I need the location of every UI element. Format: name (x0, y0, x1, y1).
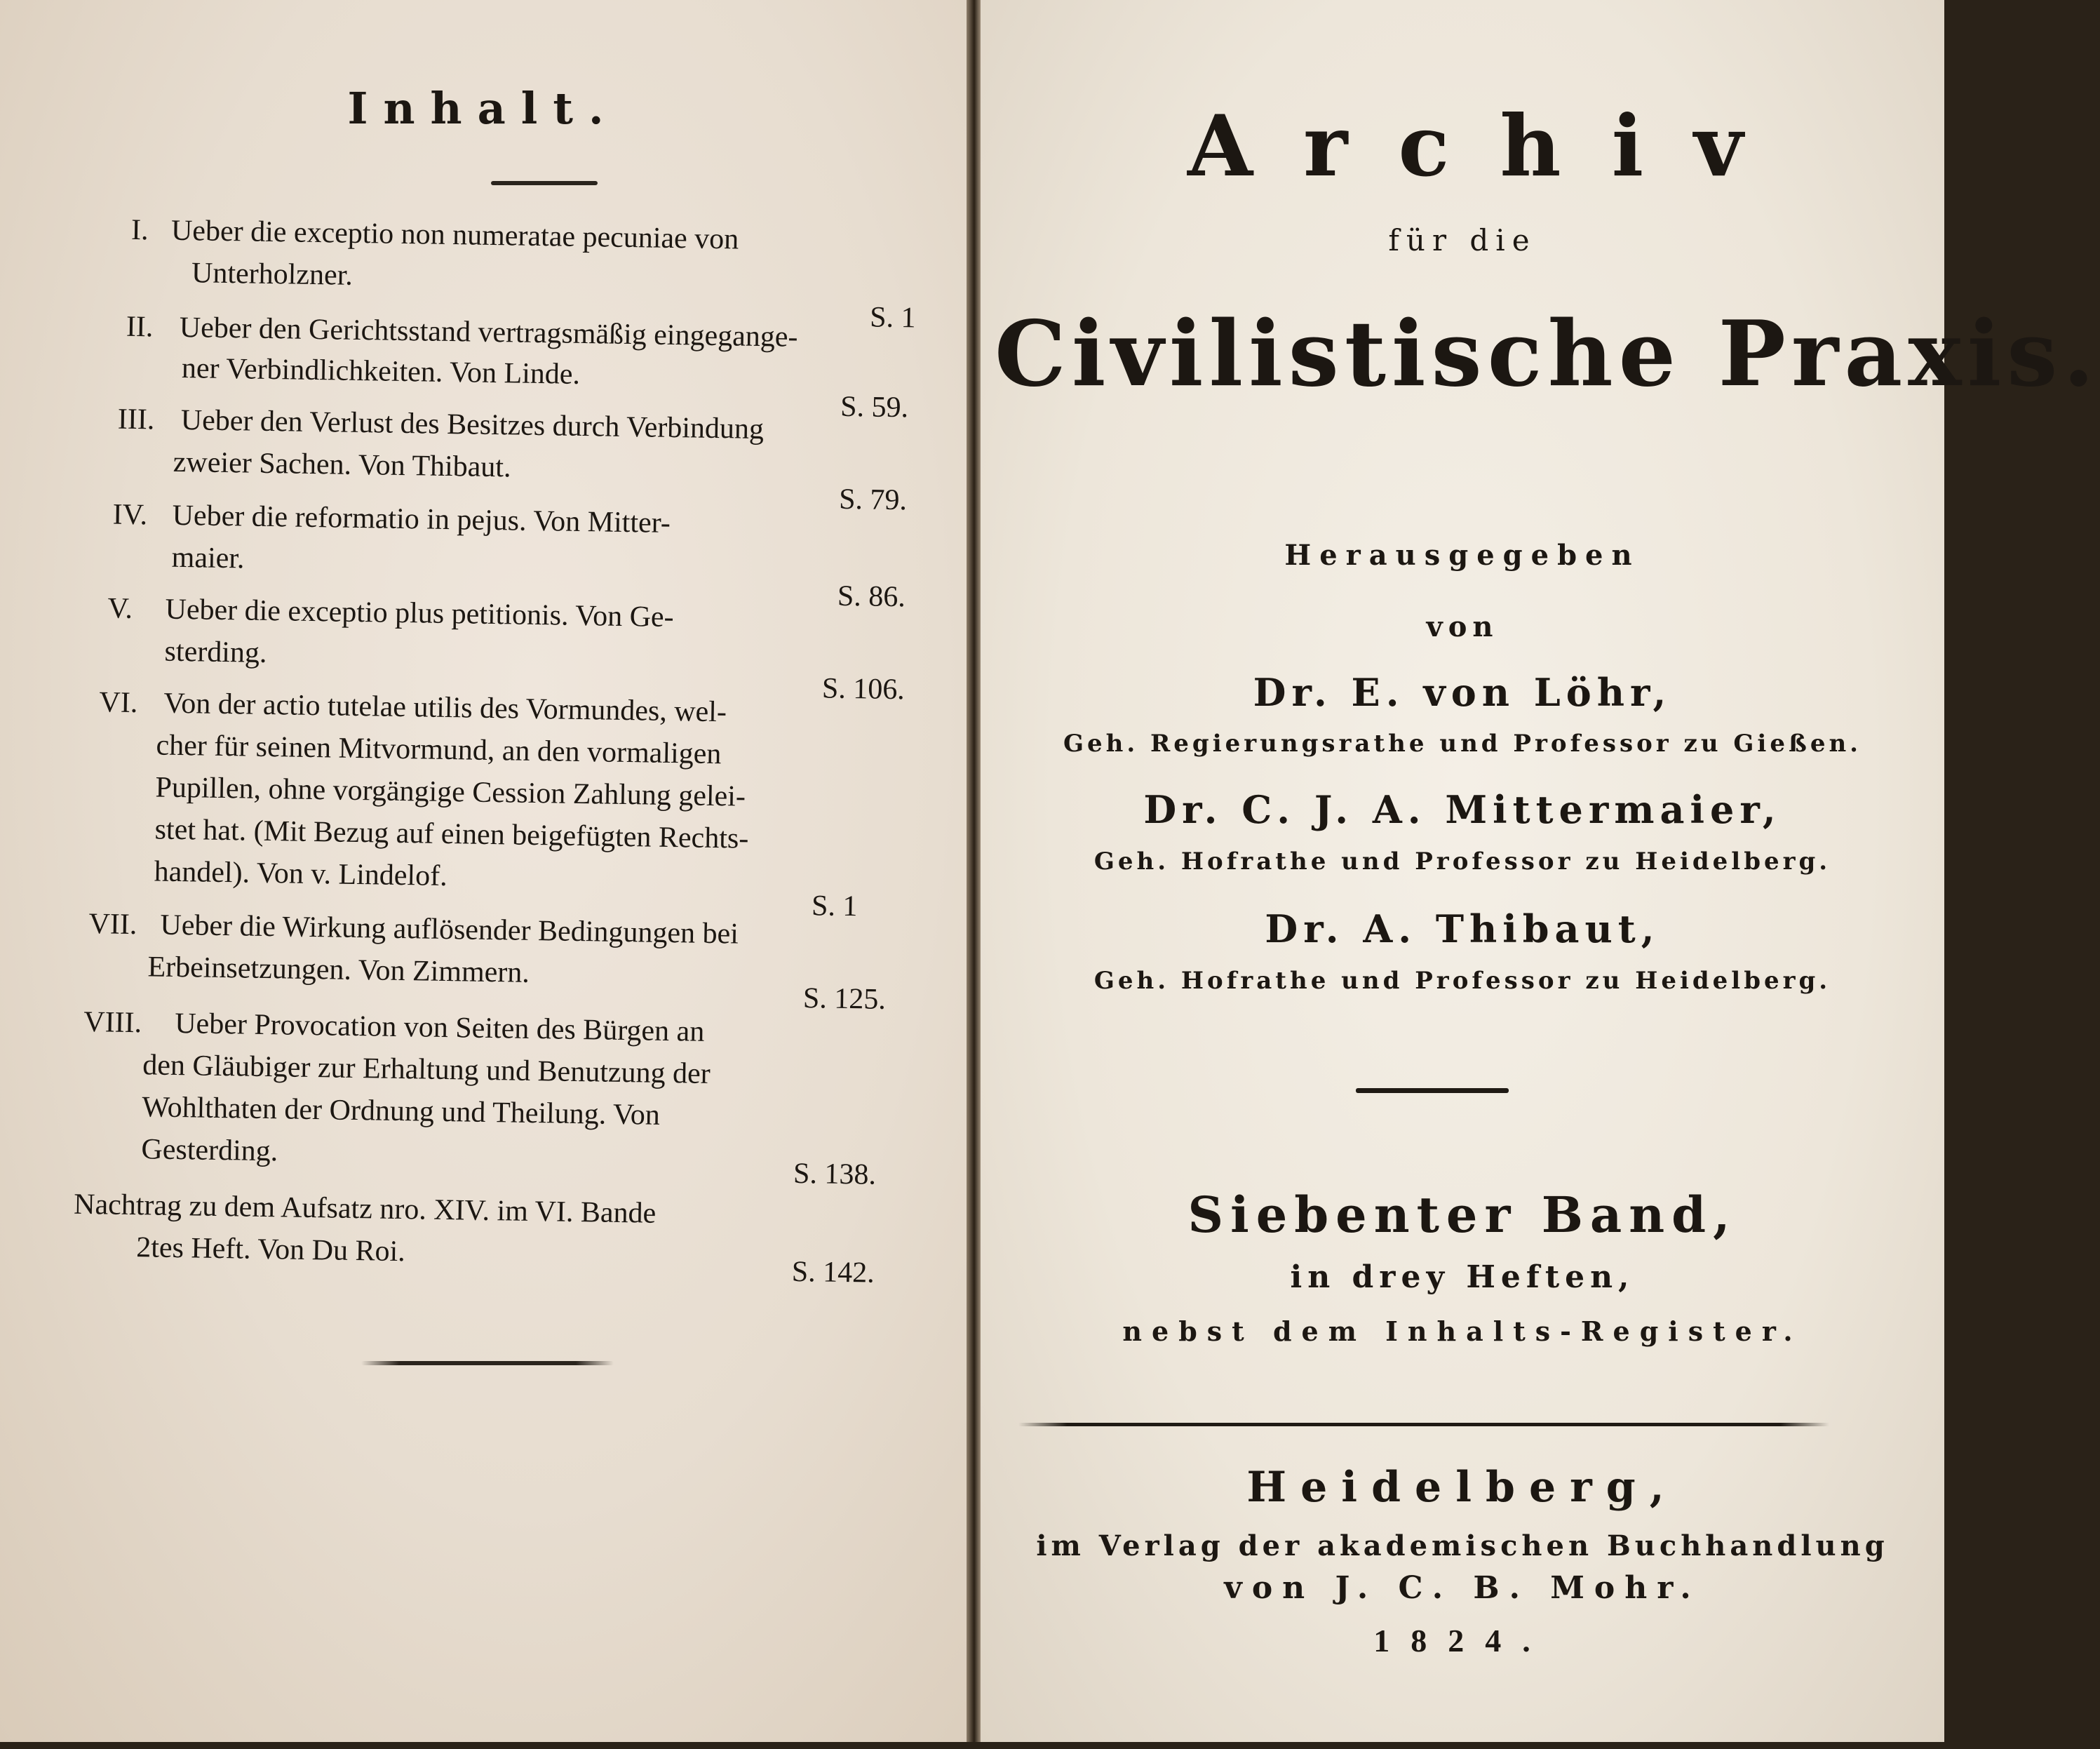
toc-entry-7-line-1: Ueber die Wirkung auflösender Bedingungen bei (160, 909, 739, 951)
toc-entry-8-page: S. 138. (793, 1157, 877, 1191)
toc-entry-7-number: VII. (88, 908, 137, 941)
imprint-publisher-line-2: von J. C. B. Mohr. (1224, 1570, 1701, 1606)
title-rule (1356, 1088, 1509, 1093)
title-fuer-die: für die (1388, 223, 1537, 257)
toc-list (0, 0, 978, 1749)
editor-2-affiliation: Geh. Hofrathe und Professor zu Heidelberg. (1093, 847, 1831, 876)
edited-by-label: Herausgegeben (1284, 539, 1641, 572)
editor-1-affiliation: Geh. Regierungsrathe und Professor zu Gießen. (1063, 730, 1862, 758)
toc-entry-3-line-1: Ueber den Verlust des Besitzes durch Verbindung (180, 403, 765, 446)
toc-entry-1-line-1: Ueber die exceptio non numeratae pecuniae von (170, 214, 739, 256)
toc-entry-2-number: II. (126, 310, 154, 344)
toc-entry-5-number: V. (107, 592, 133, 625)
toc-entry-3-line-2: zweier Sachen. Von Thibaut. (173, 445, 511, 484)
toc-entry-6-line-1: Von der actio tutelae utilis des Vormundes, wel- (163, 687, 727, 729)
toc-entry-supplement-page: S. 142. (791, 1255, 875, 1289)
imprint-publisher-line-1: im Verlag der akademischen Buchhandlung (1036, 1529, 1889, 1562)
toc-heading: Inhalt. (347, 83, 619, 134)
toc-entry-7-line-2: Erbeinsetzungen. Von Zimmern. (147, 951, 530, 989)
toc-entry-6-line-2: cher für seinen Mitvormund, an den vormaligen (156, 729, 722, 771)
toc-entry-6-line-3: Pupillen, ohne vorgängige Cession Zahlung gelei- (155, 771, 746, 813)
toc-entry-6-page: S. 1 (811, 890, 858, 923)
toc-entry-3-number: III. (117, 403, 155, 436)
left-page (0, 0, 967, 1742)
toc-end-rule (361, 1361, 614, 1365)
volume-label: Siebenter Band, (1187, 1186, 1737, 1244)
imprint-city: Heidelberg, (1246, 1463, 1678, 1512)
toc-entry-2-page: S. 59. (840, 390, 909, 424)
toc-entry-7-page: S. 125. (802, 982, 887, 1016)
title-main: Civilistische Praxis. (995, 302, 2100, 407)
toc-entry-1-line-2: Unterholzner. (191, 257, 354, 292)
toc-entry-8-number: VIII. (83, 1005, 142, 1040)
toc-entry-8-line-2: den Gläubiger zur Erhaltung und Benutzung der (142, 1049, 711, 1090)
toc-entry-4-number: IV. (112, 498, 148, 532)
toc-entry-4-line-2: maier. (171, 541, 245, 575)
parts-label: in drey Heften, (1290, 1259, 1635, 1295)
toc-entry-5-page: S. 106. (821, 672, 906, 706)
imprint-rule (1018, 1423, 1829, 1426)
edited-by-von: von (1426, 610, 1499, 643)
book-gutter (967, 0, 981, 1742)
editor-3-name: Dr. A. Thibaut, (1265, 906, 1660, 951)
imprint-year: 1824. (1373, 1623, 1552, 1658)
toc-entry-6-line-5: handel). Von v. Lindelof. (154, 855, 448, 893)
toc-entry-6-number: VI. (99, 686, 138, 720)
title-archiv: Archiv (1187, 97, 1793, 196)
toc-entry-5-line-1: Ueber die exceptio plus petitionis. Von Ge- (165, 593, 674, 634)
right-page (981, 0, 2100, 1742)
toc-entry-6-line-4: stet hat. (Mit Bezug auf einen beigefügten Rechts- (154, 813, 749, 855)
toc-entry-8-line-3: Wohlthaten der Ordnung und Theilung. Von (142, 1091, 661, 1132)
register-label: nebst dem Inhalts-Register. (1122, 1315, 1803, 1347)
toc-entry-4-page: S. 86. (837, 579, 906, 614)
toc-entry-4-line-1: Ueber die reformatio in pejus. Von Mitter- (172, 499, 671, 540)
toc-entry-1-page: S. 1 (869, 301, 916, 335)
toc-entry-2-line-1: Ueber den Gerichtsstand vertragsmäßig eingegange- (179, 311, 798, 354)
toc-entry-8-line-1: Ueber Provocation von Seiten des Bürgen an (174, 1007, 705, 1048)
toc-entry-supplement-line-1: Nachtrag zu dem Aufsatz nro. XIV. im VI. Bande (73, 1188, 657, 1230)
toc-entry-5-line-2: sterding. (164, 635, 267, 669)
editor-3-affiliation: Geh. Hofrathe und Professor zu Heidelberg. (1093, 967, 1831, 995)
toc-entry-supplement-line-2: 2tes Heft. Von Du Roi. (135, 1231, 406, 1268)
toc-entry-8-line-4: Gesterding. (141, 1133, 278, 1168)
editor-2-name: Dr. C. J. A. Mittermaier, (1143, 787, 1782, 832)
toc-entry-2-line-2: ner Verbindlichkeiten. Von Linde. (181, 352, 581, 391)
toc-entry-3-page: S. 79. (838, 483, 908, 517)
editor-1-name: Dr. E. von Löhr, (1253, 670, 1672, 715)
toc-entry-1-number: I. (130, 213, 149, 247)
